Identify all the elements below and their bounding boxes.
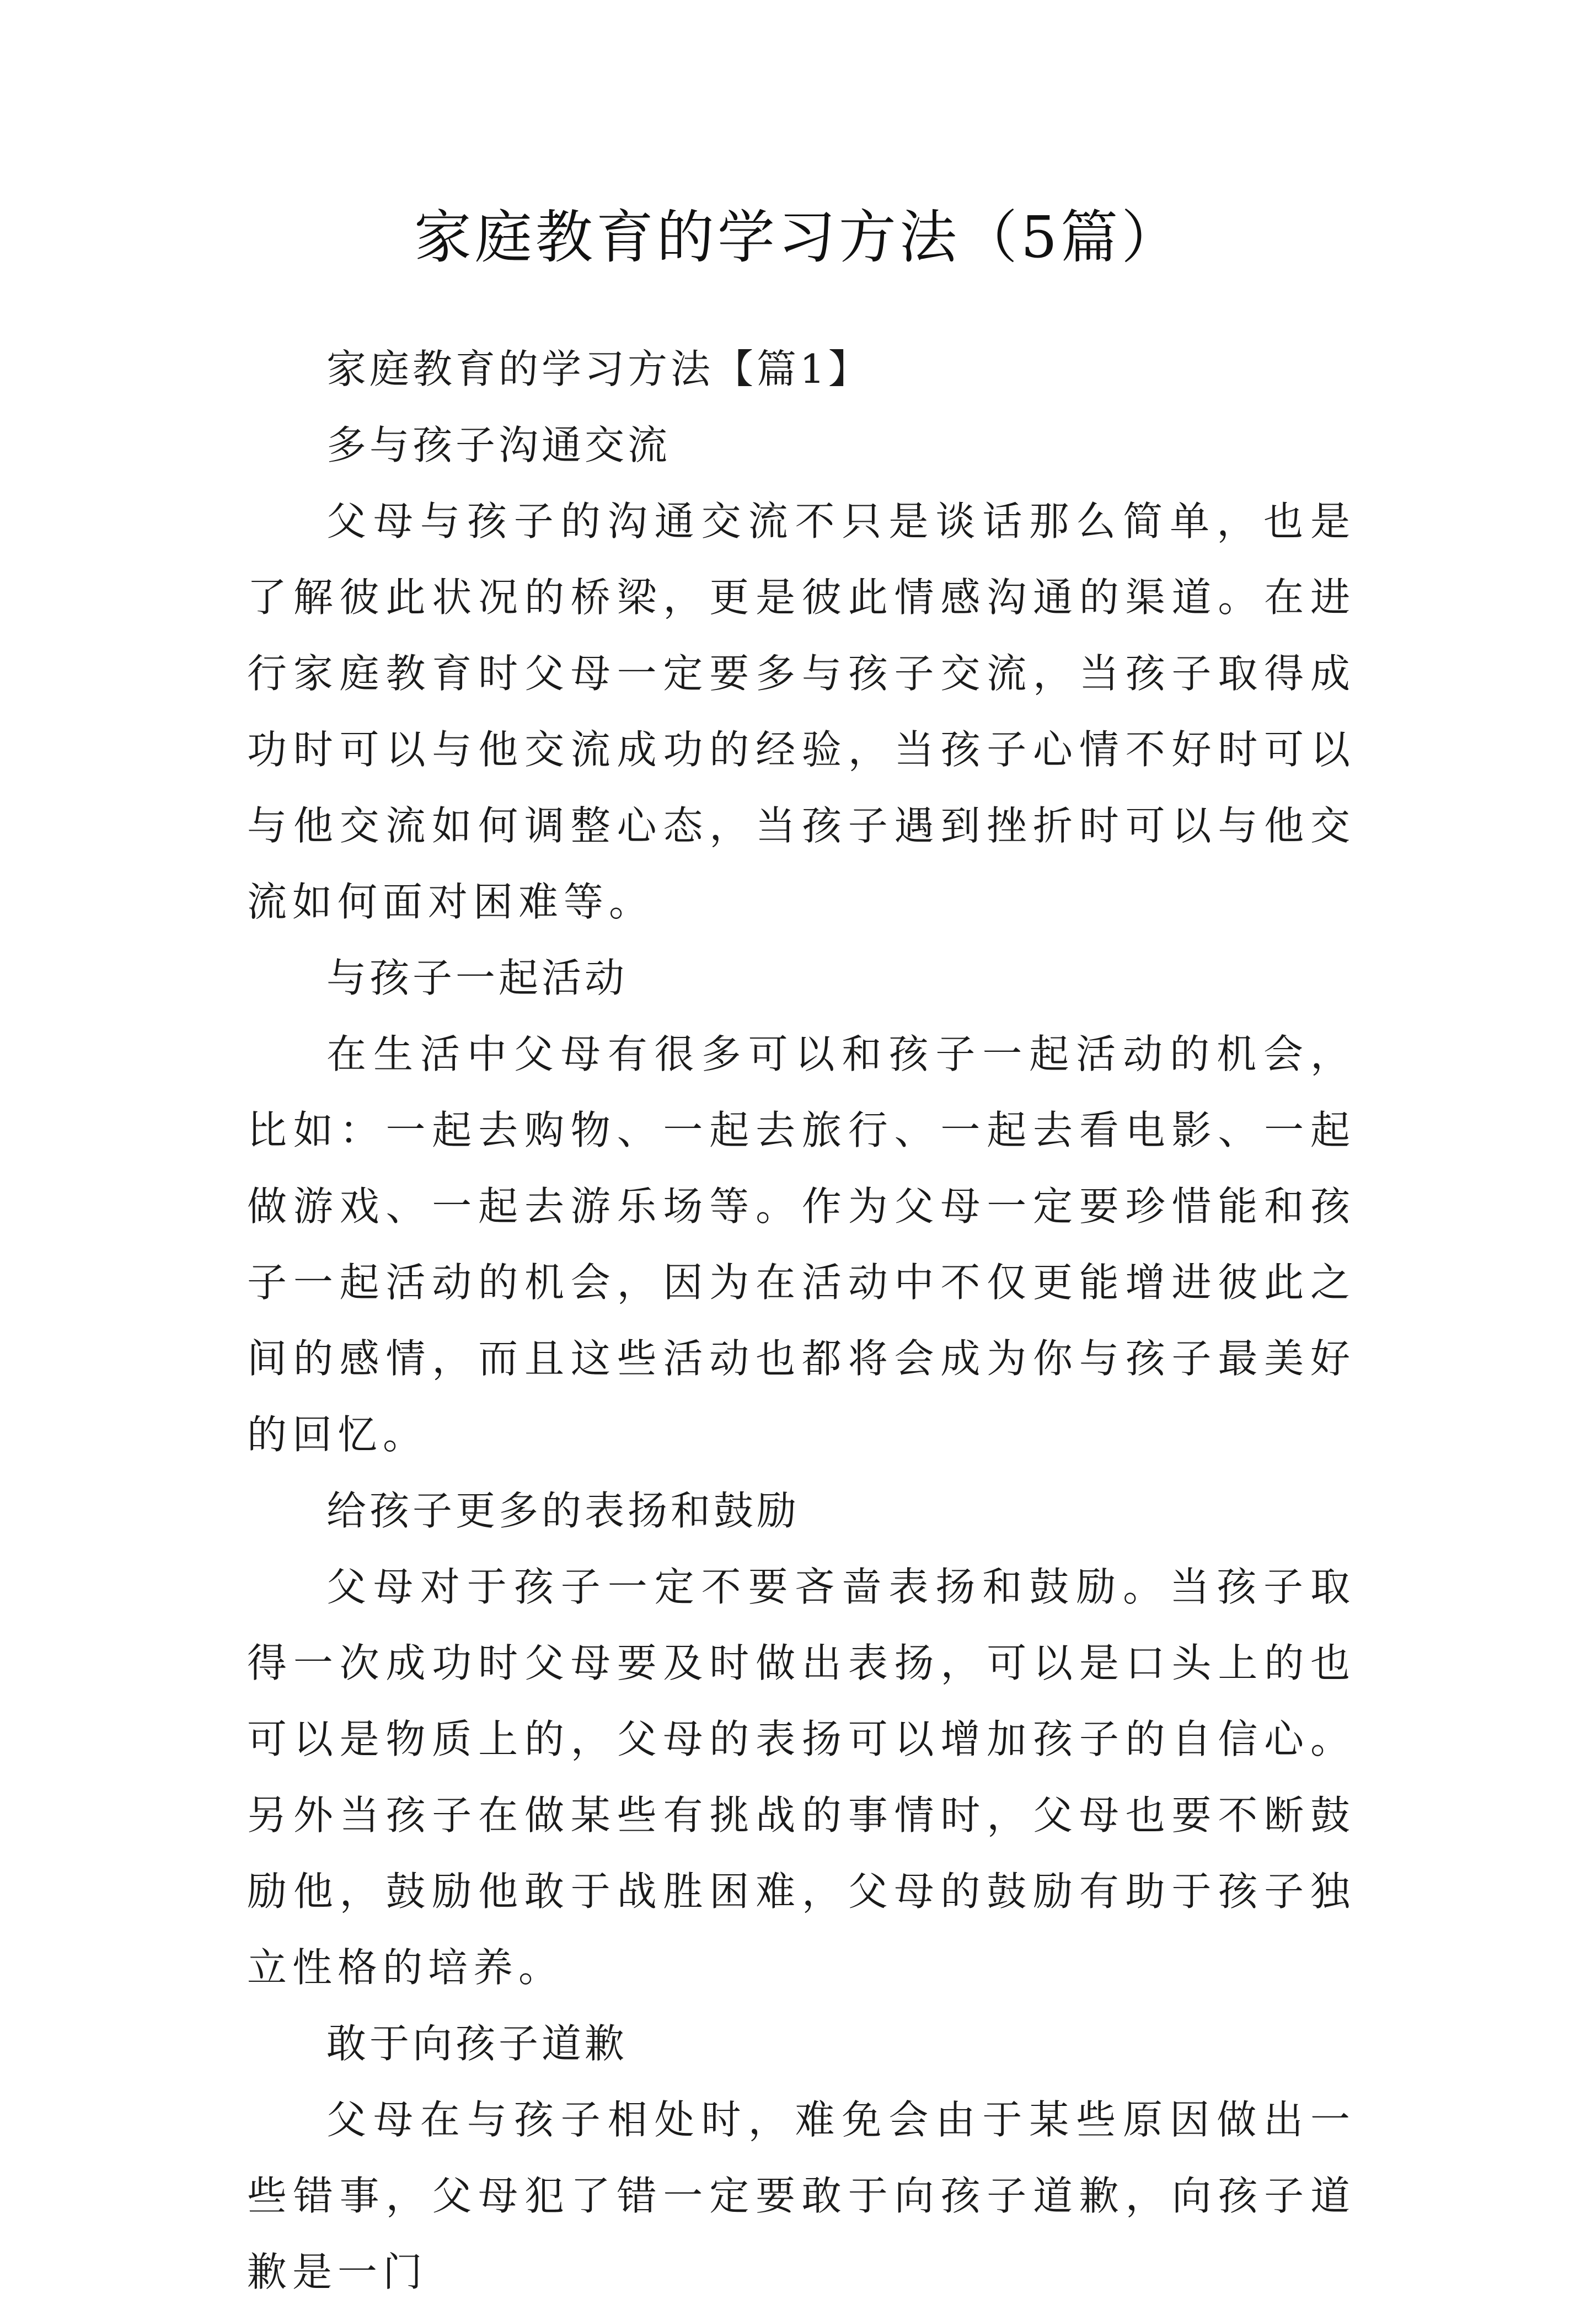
document-title: 家庭教育的学习方法（5篇） <box>414 204 1182 271</box>
paragraph-activities: 在生活中父母有很多可以和孩子一起活动的机会，比如：一起去购物、一起去旅行、一起去看电影、一起做游戏、一起去游乐场等。作为父母一定要珍惜能和孩子一起活动的机会，因为在活动中不仅更能增进彼此之间的感情，而且这些活动也都将会成为你与孩子最美好的回忆。 <box>247 1031 1356 1458</box>
subheading-communicate: 多与孩子沟通交流 <box>326 422 671 468</box>
subheading-activities: 与孩子一起活动 <box>326 955 628 1001</box>
paragraph-praise: 父母对于孩子一定不要吝啬表扬和鼓励。当孩子取得一次成功时父母要及时做出表扬，可以是口头上的也可以是物质上的，父母的表扬可以增加孩子的自信心。另外当孩子在做某些有挑战的事情时，父母也要不断鼓励他，鼓励他敢于战胜困难，父母的鼓励有助于孩子独立性格的培养。 <box>247 1564 1356 1991</box>
document-body <box>247 331 1356 2310</box>
paragraph-apologize: 父母在与孩子相处时，难免会由于某些原因做出一些错事，父母犯了错一定要敢于向孩子道歉，向孩子道歉是一门 <box>247 2097 1356 2295</box>
paragraph-communicate: 父母与孩子的沟通交流不只是谈话那么简单，也是了解彼此状况的桥梁，更是彼此情感沟通的渠道。在进行家庭教育时父母一定要多与孩子交流，当孩子取得成功时可以与他交流成功的经验，当孩子心情不好时可以与他交流如何调整心态，当孩子遇到挫折时可以与他交流如何面对困难等。 <box>247 498 1356 925</box>
section-heading-main: 家庭教育的学习方法【篇1】 <box>326 346 871 392</box>
subheading-apologize: 敢于向孩子道歉 <box>326 2020 628 2067</box>
subheading-praise: 给孩子更多的表扬和鼓励 <box>326 1488 800 1534</box>
